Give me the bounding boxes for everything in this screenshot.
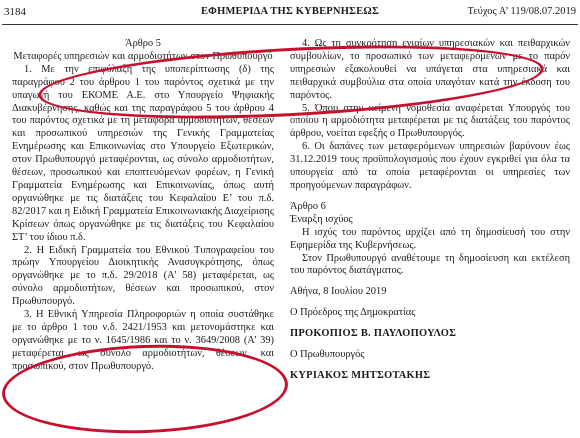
spacer bbox=[290, 362, 570, 370]
article-6-text-2: Στον Πρωθυπουργό αναθέτουμε τη δημοσίευση και εκτέλεση του παρόντος διατάγματος. bbox=[290, 252, 570, 277]
article-6-title: Άρθρο 6 bbox=[290, 200, 326, 212]
article-6-text-1: Η ισχύς του παρόντος αρχίζει από τη δημοσίευσή του στην Εφημερίδα της Κυβερνήσεως. bbox=[290, 226, 570, 251]
spacer bbox=[290, 299, 570, 307]
article-5-subject: Μεταφορές υπηρεσιών και αρμοδιοτήτων στον Πρωθυπουργό bbox=[13, 50, 273, 62]
signing-date: Αθήνα, 8 Ιουλίου 2019 bbox=[290, 286, 387, 298]
issue-number: Τεύχος Α’ 119/08.07.2019 bbox=[467, 6, 576, 17]
paragraph-3: 3. Η Εθνική Υπηρεσία Πληροφοριών η οποία συστάθηκε με το άρθρο 1 του ν.δ. 2421/1953 και μετονομάστηκε και οργανώθηκε με το ν. 1645/1986 και το ν. 3649/2008 (Α’ 39) μεταφέρεται, ως σύνολο αρμοδιοτήτων, θέσεων, και προσωπικού, στον Πρωθυπουργό. bbox=[12, 309, 274, 372]
page-header bbox=[0, 0, 580, 24]
spacer bbox=[290, 278, 570, 286]
right-column bbox=[290, 38, 570, 383]
paragraph-2: 2. Η Ειδική Γραμματεία του Εθνικού Τυπογραφείου του πρώην Υπουργείου Διοικητικής Ανασυγκρότησης, όπως οργανώθηκε με το π.δ. 29/2018 (Α’ 58) μεταφέρεται, ως σύνολο αρμοδιοτήτων, θέσεων και προσωπικού, στον Πρωθυπουργό. bbox=[12, 244, 274, 308]
pm-title: Ο Πρωθυπουργός bbox=[290, 349, 365, 361]
spacer bbox=[290, 320, 570, 328]
president-name: ΠΡΟΚΟΠΙΟΣ Β. ΠΑΥΛΟΠΟΥΛΟΣ bbox=[290, 328, 457, 340]
pm-name: ΚΥΡΙΑΚΟΣ ΜΗΤΣΟΤΑΚΗΣ bbox=[290, 369, 431, 381]
paragraph-5: 5. Όπου στην κείμενη νομοθεσία αναφέρεται Υπουργός του οποίου η αρμοδιότητα μεταφέρεται με τις διατάξεις του παρόντος άρθρου, νοείται εφεξής ο Πρωθυπουργός. bbox=[290, 102, 570, 140]
paragraph-4: 4. Ως τη συγκρότηση ενιαίων υπηρεσιακών και πειθαρχικών συμβουλίων, το προσωπικό των μεταφερόμενων με το παρόν υπηρεσιών εξακολουθεί να υπάγεται στα υπηρεσιακά και πειθαρχικά συμβούλια στα οποία υπαγόταν κατά την έκδοση του παρόντος. bbox=[290, 38, 570, 101]
left-column bbox=[12, 38, 274, 374]
paragraph-1: 1. Με την επιφύλαξη της υποπερίπτωσης (δ) της παραγράφου 2 του άρθρου 1 του παρόντος σχετικά με την υπαγωγή του ΕΚΟΜΕ Α.Ε. στο Υπουργείο Ψηφιακής Διακυβέρνησης, καθώς και της παραγράφου 5 του άρθρου 4 του παρόντος σχετικά με τη μεταφορά αρμοδιοτήτων, θέσεων και προσωπικού υπηρεσιών της Γενικής Γραμματείας Ενημέρωσης και Επικοινωνίας στο Υπουργείο Εξωτερικών, στον Πρωθυπουργό μεταφέρονται, ως σύνολο αρμοδιοτήτων, θέσεων, προσωπικού και εποπτευόμενων φορέων, η Γενική Γραμματεία Ενημέρωσης και Επικοινωνίας, όπως αυτή οργανώθηκε με τις διατάξεις του Κεφαλαίου Ε’ του π.δ. 82/2017 και η Ειδική Γραμματεία Επικοινωνιακής Διαχείρισης Κρίσεων όπως οργανώθηκε με τις διατάξεις του Κεφαλαίου ΣΤ’ του ίδιου π.δ. bbox=[12, 63, 274, 243]
president-title: Ο Πρόεδρος της Δημοκρατίας bbox=[290, 307, 416, 319]
page-number: 3184 bbox=[4, 6, 26, 18]
newspaper-title: ΕΦΗΜΕΡΙΔΑ ΤΗΣ ΚΥΒΕΡΝΗΣΕΩΣ bbox=[200, 6, 380, 17]
article-6-subject: Έναρξη ισχύος bbox=[290, 213, 353, 225]
spacer bbox=[290, 341, 570, 349]
paragraph-6: 6. Οι δαπάνες των μεταφερόμενων υπηρεσιών βαρύνουν έως 31.12.2019 τους προϋπολογισμούς που έχουν εγκριθεί για όλα τα υπουργεία από τα οποία μεταφέρονται οι υπηρεσίες των προηγούμενων παραγράφων. bbox=[290, 141, 570, 191]
header-divider bbox=[2, 24, 578, 25]
spacer bbox=[290, 193, 570, 201]
article-5-title: Άρθρο 5 bbox=[125, 38, 161, 49]
